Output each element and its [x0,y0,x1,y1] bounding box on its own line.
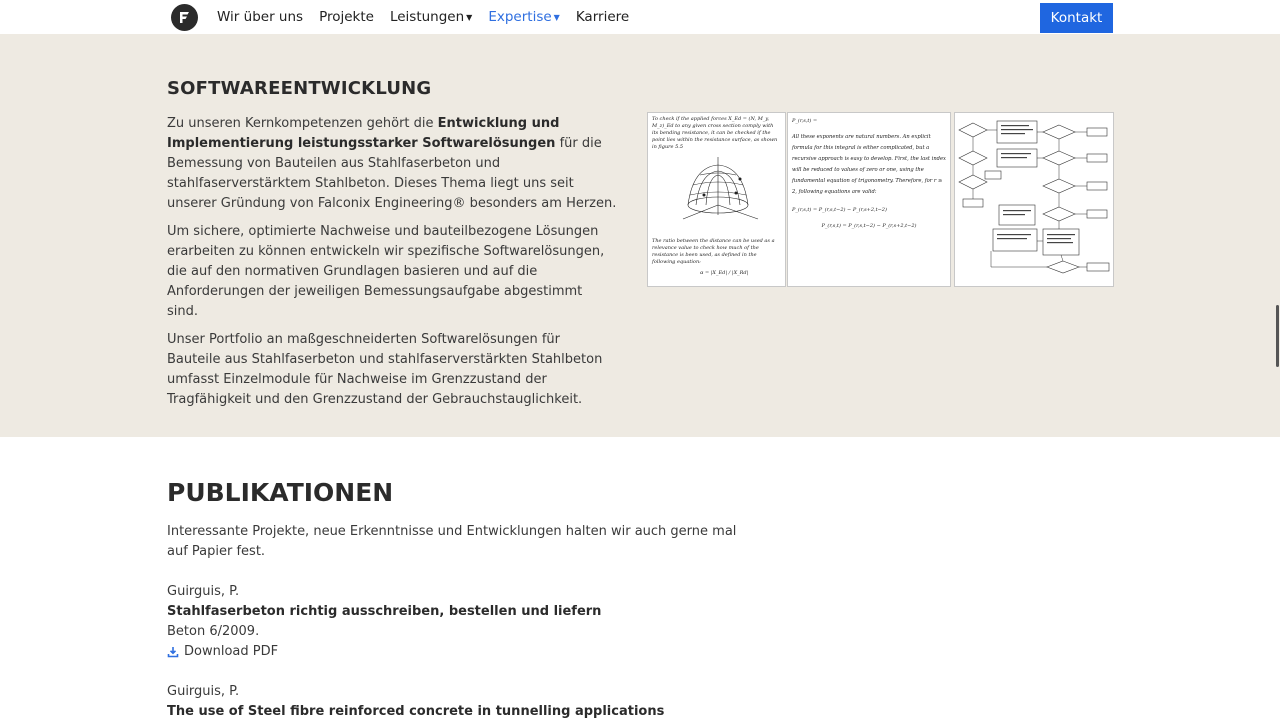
caret-down-icon: ▼ [466,13,473,22]
nav-label: Projekte [319,9,374,25]
nav-item-wir-ueber-uns[interactable] [217,9,303,25]
page-scrollbar[interactable] [1276,305,1279,367]
software-images [647,112,1114,287]
resistance-surface-image [647,112,786,287]
falconix-logo-icon[interactable] [171,4,198,31]
bold-text: Entwicklung und Implementierung leistungsstarker Softwarelösungen [167,116,560,151]
nav-label: Expertise [488,9,552,25]
resistance-surface-sketch [648,153,786,225]
site-header [0,0,1280,34]
caret-down-icon: ▼ [553,13,560,22]
equations-image [787,112,951,287]
text: für die Bemessung von Bauteilen aus Stahlfaserbeton und stahlfaserverstärktem Stahlbeton. Dieses Thema liegt uns seit unserer Gründung von Falconix Engineering® besonders am Herzen. [167,136,617,211]
software-heading: SOFTWAREENTWICKLUNG [167,78,432,99]
publication-source: Beton 6/2009. [167,624,260,639]
nav-item-expertise[interactable] [488,9,559,25]
handwritten-text: The ratio between the distance can be used as a relevance value to check how much of the resistance is been used, as defined in the following equation: [652,238,775,265]
software-paragraph-2: Um sichere, optimierte Nachweise und bauteilbezogene Lösungen erarbeiten zu können entwickeln wir spezifische Softwarelösungen, die auf den normativen Grundlagen basieren und auf die Anforderungen der jeweiligen Bemessungsaufgabe abgestimmt sind. [167,224,605,319]
formula-text: P_(r,s,t) = P_(r,s,t−2) − P_(r,s+2,t−2) [821,223,917,229]
software-text [167,114,617,418]
software-paragraph-1 [167,114,617,214]
download-label: Download PDF [184,644,279,659]
flowchart-image [954,112,1114,287]
flowchart-sketch [955,113,1114,287]
download-icon [167,646,179,658]
text: Zu unseren Kernkompetenzen gehört die [167,116,438,131]
handwritten-text: To check if the applied forces X_Ed = (N, M_y, M_z)_Ed to any given cross section comply with its bending resistance, it can be checked if the point lies within the resistance surface, as shown in figure 5.5 [652,116,778,150]
nav-label: Wir über uns [217,9,304,25]
nav-item-karriere[interactable] [576,9,629,25]
publication-author: Guirguis, P. [167,684,240,699]
handwritten-text: All these exponents are natural numbers. An explicit formula for this integral is either complicated, but a recursive approach is easy to develop. First, the last index will be reduced to values of zero or one, using the fundamental equation of trigonometry. Therefore, for r ≥ 2, following equations are valid: [792,134,946,195]
nav-item-projekte[interactable] [319,9,374,25]
software-section [0,34,1280,437]
nav-item-leistungen[interactable] [390,9,472,25]
nav-label: Leistungen [389,9,465,25]
publication-title: The use of Steel fibre reinforced concrete in tunnelling applications [167,704,665,719]
kontakt-button[interactable]: Kontakt [1040,3,1113,33]
download-pdf-link[interactable] [167,642,601,662]
formula-text: P_(r,s,t) = [792,118,818,124]
nav-label: Karriere [575,9,630,25]
publications-heading: PUBLIKATIONEN [167,478,394,507]
publications-intro: Interessante Projekte, neue Erkenntnisse und Entwicklungen halten wir auch gerne mal auf Papier fest. [167,524,737,559]
publication-title: Stahlfaserbeton richtig ausschreiben, bestellen und liefern [167,604,602,619]
main-nav [217,0,629,34]
formula-text: P_(r,s,t) = P_(r,s,t−2) − P_(r,s+2,t−2) [792,207,887,213]
formula-text: α = |X_Ed| / |X_Rd| [700,270,749,276]
publication-item [167,682,664,722]
software-paragraph-3: Unser Portfolio an maßgeschneiderten Softwarelösungen für Bauteile aus Stahlfaserbeton und stahlfaserverstärkten Stahlbeton umfasst Einzelmodule für Nachweise im Grenzzustand der Tragfähigkeit und den Grenzzustand der Gebrauchstauglichkeit. [167,332,603,407]
publication-author: Guirguis, P. [167,584,240,599]
publication-item [167,582,601,662]
